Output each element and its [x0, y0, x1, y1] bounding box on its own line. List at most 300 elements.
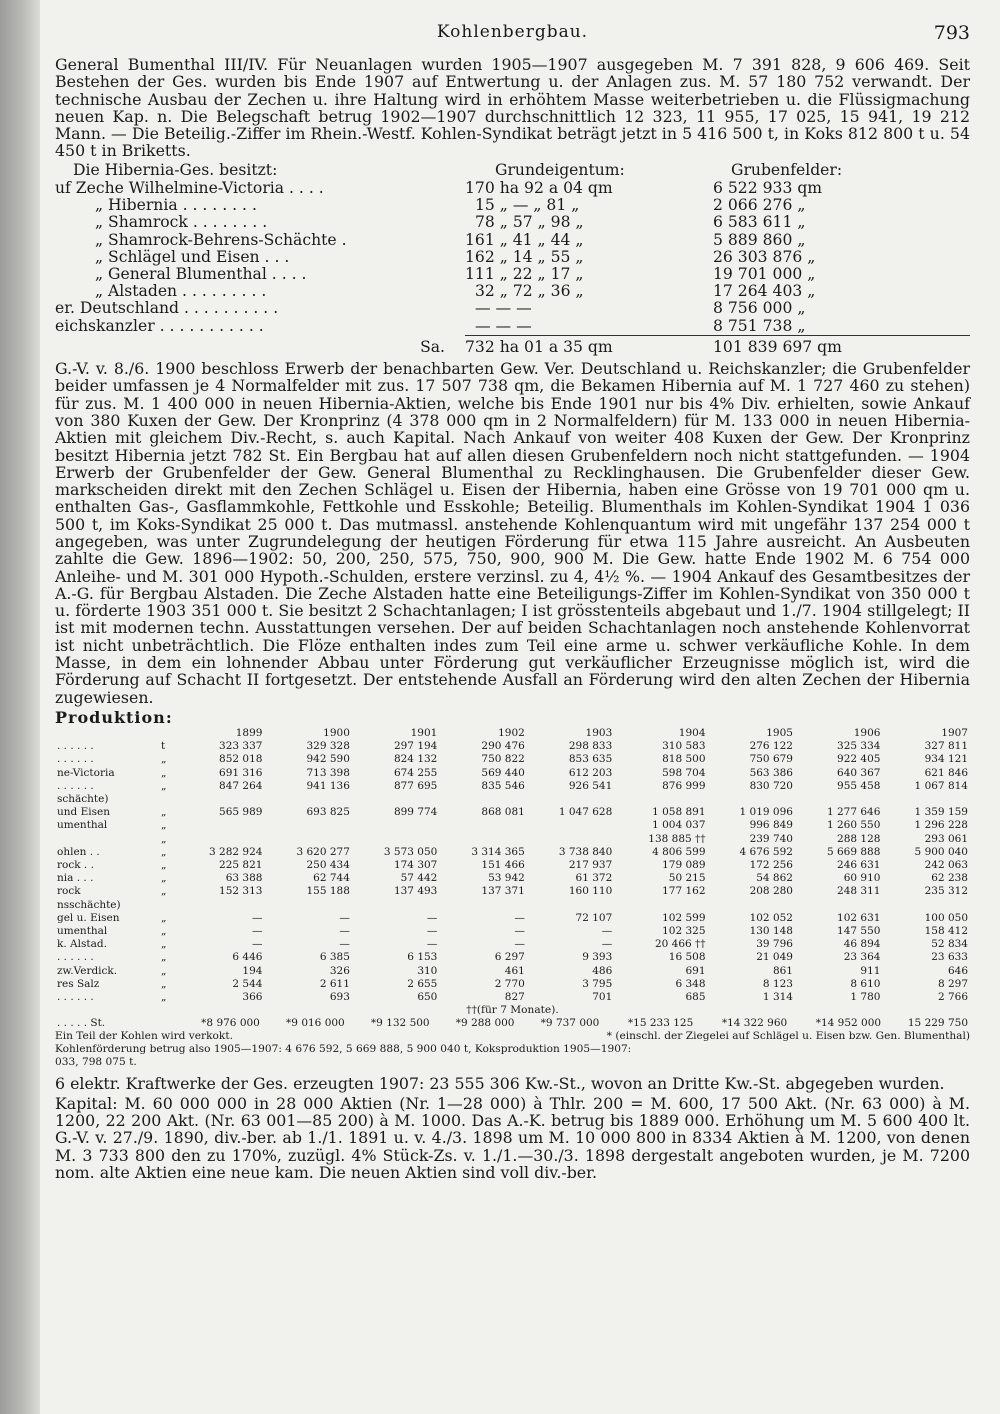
production-row [55, 965, 970, 978]
production-st-cell: *14 322 960 [721, 1017, 788, 1030]
production-row-unit: „ [161, 885, 167, 898]
production-cell: 4 806 599 [652, 845, 706, 858]
production-cell: 323 337 [219, 740, 263, 753]
production-cell: 701 [592, 991, 613, 1004]
production-row-label: . . . . . . [57, 951, 94, 964]
production-cell: — [601, 938, 613, 951]
production-row [55, 833, 970, 846]
production-row-unit: „ [161, 779, 167, 792]
holdings-field: 5 889 860 „ [713, 230, 806, 249]
production-cell: 674 255 [393, 766, 438, 779]
production-cell: 5 669 888 [826, 845, 881, 858]
production-row [55, 767, 970, 780]
holdings-row [55, 318, 970, 336]
production-cell: 569 440 [481, 766, 525, 779]
holdings-field: 8 756 000 „ [713, 299, 806, 318]
production-cell: 1 359 159 [914, 806, 968, 819]
production-row-unit: „ [161, 753, 167, 766]
production-cell: — [339, 925, 350, 937]
production-cell: 174 307 [393, 858, 438, 871]
production-row-label: k. Alstad. [57, 938, 107, 951]
production-cell: 250 434 [306, 858, 350, 871]
production-cell: 1 004 037 [652, 819, 706, 832]
production-cell: 102 325 [662, 925, 706, 937]
production-cell: — [251, 925, 263, 937]
holdings-sum-label: Sa. [420, 337, 445, 356]
production-cell: 102 052 [749, 911, 793, 924]
production-cell: 693 825 [306, 806, 350, 819]
production-cell: 179 089 [662, 858, 706, 871]
production-row [55, 951, 970, 964]
production-cell: 160 110 [568, 885, 613, 898]
production-row-label: res Salz [57, 977, 100, 990]
production-cell: 326 [329, 964, 350, 977]
production-row-unit: „ [161, 858, 167, 871]
production-cell: 177 162 [662, 885, 706, 898]
production-cell [177, 819, 264, 832]
production-cell: 3 314 365 [471, 845, 525, 858]
page-number: 793 [933, 22, 970, 44]
production-cell: 8 297 [937, 977, 968, 990]
production-row-label: . . . . . . [57, 779, 94, 792]
production-row-unit: „ [161, 938, 167, 951]
production-row [55, 846, 970, 859]
production-row [55, 938, 970, 951]
production-row-unit: „ [161, 872, 167, 885]
production-cell: — [251, 938, 263, 951]
production-notes [55, 1030, 970, 1043]
production-cell [264, 793, 351, 806]
production-row-unit [159, 793, 177, 806]
production-row [55, 740, 970, 753]
holdings-label: „ Alstaden . . . . . . . . . [95, 282, 267, 301]
production-year-header: 1906 [853, 726, 881, 739]
holdings-label: er. Deutschland . . . . . . . . . . [55, 299, 279, 318]
holdings-label: „ Shamrock . . . . . . . . [95, 213, 268, 232]
holdings-area: 32 „ 72 „ 36 „ [475, 282, 584, 301]
production-cell: 194 [242, 964, 263, 977]
holdings-sum-area: 732 ha 01 a 35 qm [465, 335, 705, 356]
production-row-label: zw.Verdick. [57, 964, 118, 977]
production-cell: 6 446 [232, 951, 263, 964]
production-cell [177, 833, 264, 846]
production-cell: 847 264 [219, 779, 263, 792]
holdings-sum-row [55, 335, 970, 356]
production-cell: 6 153 [407, 951, 438, 964]
production-cell: 565 989 [219, 806, 263, 819]
production-st-label: . . . . . St. [57, 1017, 106, 1030]
production-cell: 650 [417, 991, 438, 1004]
production-cell: — [601, 925, 613, 937]
production-cell: 8 610 [850, 977, 881, 990]
production-cell [527, 833, 614, 846]
production-cell: 293 061 [924, 832, 968, 845]
production-cell: 713 398 [306, 766, 350, 779]
production-row-unit: „ [161, 951, 167, 964]
production-cell: 239 740 [749, 832, 793, 845]
holdings-area: — — — [475, 316, 532, 335]
holdings-label: uf Zeche Wilhelmine-Victoria . . . . [55, 178, 324, 197]
production-cell: 366 [242, 991, 263, 1004]
production-cell: 861 [772, 964, 793, 977]
production-cell: 461 [504, 964, 525, 977]
production-cell: 640 367 [837, 766, 881, 779]
production-cell: 246 631 [837, 858, 881, 871]
production-cell [439, 899, 526, 912]
production-cell: 922 405 [837, 753, 881, 766]
production-cell: 911 [860, 964, 881, 977]
running-head: Kohlenbergbau. [436, 22, 589, 42]
production-cell [527, 819, 614, 832]
production-cell: 62 238 [931, 872, 968, 885]
production-cell: 61 372 [575, 872, 613, 885]
production-note-line2: Kohlenförderung betrug also 1905—1907: 4 676 592, 5 669 888, 5 900 040 t, Koksproduktion 1905—1907: [55, 1043, 632, 1056]
scanned-page-edge [0, 0, 40, 1414]
production-row-label: und Eisen [57, 806, 110, 819]
production-cell [264, 899, 351, 912]
production-cell: 72 107 [575, 911, 613, 924]
production-row-label: nia . . . [57, 872, 94, 885]
production-row [55, 912, 970, 925]
production-cell: 225 821 [219, 858, 263, 871]
paragraph-power-plants: 6 elektr. Kraftwerke der Ges. erzeugten 1907: 23 555 306 Kw.-St., wovon an Dritte Kw.-St. abgegeben wurden. [55, 1074, 945, 1094]
production-row [55, 819, 970, 832]
holdings-table [55, 162, 970, 356]
holdings-area: 78 „ 57 „ 98 „ [475, 213, 584, 232]
holdings-field: 2 066 276 „ [713, 196, 806, 215]
production-cell: 830 720 [749, 779, 793, 792]
production-year-header: 1900 [323, 726, 350, 739]
production-cell [352, 793, 439, 806]
production-cell: 693 [329, 991, 350, 1004]
production-cell [177, 899, 264, 912]
production-cell: 3 282 924 [209, 845, 263, 858]
production-cell: 138 885 †† [648, 832, 706, 845]
production-st-cell: *9 016 000 [286, 1017, 345, 1030]
production-year-header: 1903 [585, 726, 613, 739]
paragraph-investments: General Bumenthal III/IV. Für Neuanlagen wurden 1905—1907 ausgegeben M. 7 391 828, 9 606 469. Seit Bestehen der Ges. wurden bis Ende 1907 auf Entwertung u. der Anlagen zus. M. 57 180 752 verwandt. Der technische Ausbau der Zechen u. ihre Haltung wird in erhöhtem Masse weiterbetrieben u. die Flüssigmachung neuen Kap. n. Die Belegschaft betrug 1902—1907 durchschnittlich 12 323, 11 955, 17 025, 15 941, 19 212 Mann. — Die Beteilig.-Ziffer im Rhein.-Westf. Kohlen-Syndikat beträgt jetzt in 5 416 500 t, in Koks 812 800 t u. 54 450 t in Briketts. [55, 55, 970, 161]
production-years-row [55, 727, 970, 740]
production-row-label: . . . . . . [57, 740, 94, 753]
holdings-sum-field: 101 839 697 qm [705, 335, 970, 356]
production-cell: 876 999 [662, 779, 706, 792]
holdings-field: 6 583 611 „ [713, 213, 806, 232]
production-cell [795, 793, 882, 806]
production-cell: — [426, 925, 438, 937]
holdings-row [55, 283, 970, 300]
production-cell: 248 311 [837, 885, 881, 898]
holdings-label: „ Shamrock-Behrens-Schächte . [95, 230, 347, 249]
production-cell: 941 136 [306, 779, 350, 792]
holdings-row [55, 232, 970, 249]
production-cell: 691 316 [219, 766, 263, 779]
production-row-label [55, 833, 159, 846]
production-st-cell: *15 233 125 [627, 1017, 694, 1030]
production-cell: 130 148 [749, 925, 793, 937]
production-row [55, 925, 970, 938]
production-cell: 486 [592, 964, 613, 977]
production-row-label: . . . . . . [57, 991, 94, 1004]
production-note-line3: 033, 798 075 t. [55, 1056, 137, 1069]
production-cell: 2 770 [494, 977, 525, 990]
production-cell: 827 [504, 991, 525, 1004]
production-cell [795, 899, 882, 912]
production-cell: 1 780 [850, 991, 881, 1004]
production-cell: 2 655 [407, 977, 438, 990]
production-row-label: gel u. Eisen [57, 911, 120, 924]
production-cell: 235 312 [924, 885, 968, 898]
holdings-label: eichskanzler . . . . . . . . . . . [55, 316, 264, 335]
holdings-area: 170 ha 92 a 04 qm [465, 178, 613, 197]
production-cell: — [514, 911, 525, 924]
production-cell: 151 466 [481, 858, 525, 871]
production-st-cell: 15 229 750 [907, 1017, 968, 1030]
production-cell: 152 313 [219, 885, 263, 898]
production-cell: 172 256 [749, 858, 793, 871]
production-row-label: . . . . . . [57, 753, 94, 766]
production-cell: 621 846 [924, 766, 968, 779]
production-cell: 53 942 [488, 872, 525, 885]
production-cell [614, 793, 707, 806]
production-table [55, 727, 970, 1004]
production-cell: 2 766 [937, 991, 968, 1004]
production-st-cell: *8 976 000 [201, 1017, 260, 1030]
production-cell [352, 819, 439, 832]
production-row-unit: „ [161, 845, 167, 858]
production-row-unit: „ [161, 925, 167, 937]
production-cell: 955 458 [837, 779, 881, 792]
production-cell: 835 546 [481, 779, 525, 792]
production-cell: 1 314 [762, 991, 793, 1004]
production-row-unit: „ [161, 819, 167, 832]
production-cell: 8 123 [762, 977, 793, 990]
production-row-unit: „ [161, 964, 167, 977]
production-row-unit: „ [161, 806, 167, 819]
production-cell: 52 834 [931, 938, 968, 951]
production-row [55, 806, 970, 819]
production-cell: 217 937 [568, 858, 613, 871]
production-cell: 60 910 [843, 872, 881, 885]
production-row-label: rock [57, 885, 81, 898]
production-st-table [55, 1017, 970, 1030]
production-cell: 158 412 [924, 925, 968, 937]
production-cell: 868 081 [481, 806, 525, 819]
production-cell: 926 541 [568, 779, 613, 792]
production-cell: 1 260 550 [826, 819, 881, 832]
holdings-area: 162 „ 14 „ 55 „ [465, 247, 584, 266]
production-cell: 310 [417, 964, 438, 977]
holdings-row [55, 197, 970, 214]
production-cell [439, 819, 526, 832]
production-cell: 147 550 [837, 925, 881, 937]
production-st-cell: *14 952 000 [815, 1017, 882, 1030]
production-cell [264, 833, 351, 846]
production-note-left: Ein Teil der Kohlen wird verkokt. [55, 1030, 233, 1043]
production-cell: 852 018 [219, 753, 263, 766]
production-cell: — [251, 911, 263, 924]
production-cell: 1 019 096 [739, 806, 793, 819]
holdings-field: 8 751 738 „ [713, 316, 806, 335]
production-cell: 750 822 [481, 753, 525, 766]
holdings-label: „ General Blumenthal . . . . [95, 265, 307, 283]
production-cell: 39 796 [756, 938, 793, 951]
production-cell: — [426, 938, 438, 951]
production-cell: 6 385 [319, 951, 350, 964]
production-row-unit: „ [161, 766, 167, 779]
production-cell: 16 508 [668, 951, 706, 964]
production-cell [708, 899, 795, 912]
production-cell: 137 493 [393, 885, 438, 898]
production-cell: 102 599 [662, 911, 706, 924]
production-row-label: rock . . [57, 858, 94, 871]
holdings-intro: Die Hibernia-Ges. besitzt: [73, 160, 278, 179]
production-cell: 646 [947, 964, 968, 977]
production-cell: 1 277 646 [826, 806, 881, 819]
production-cell [439, 833, 526, 846]
production-cell [527, 793, 614, 806]
holdings-area: 161 „ 41 „ 44 „ [465, 230, 584, 249]
production-cell: 1 067 814 [914, 779, 968, 792]
holdings-label: „ Hibernia . . . . . . . . [95, 196, 257, 215]
production-cell: 242 063 [924, 858, 968, 871]
production-row-unit: t [161, 740, 166, 753]
production-cell: 612 203 [568, 766, 613, 779]
production-cell: 4 676 592 [739, 845, 793, 858]
production-cell [614, 899, 707, 912]
production-cell [439, 793, 526, 806]
holdings-label: „ Schlägel und Eisen . . . [95, 247, 290, 266]
production-cell: 750 679 [749, 753, 793, 766]
production-cell [882, 899, 970, 912]
production-row-unit: „ [161, 977, 167, 990]
production-year-header: 1907 [941, 726, 968, 739]
holdings-area: 111 „ 22 „ 17 „ [465, 265, 584, 283]
production-cell: 3 738 840 [558, 845, 613, 858]
production-cell: 100 050 [924, 911, 968, 924]
production-cell: 685 [685, 991, 706, 1004]
holdings-field: 19 701 000 „ [713, 265, 816, 283]
holdings-header-row [55, 162, 970, 180]
production-row-unit: „ [161, 911, 167, 924]
production-year-header: 1902 [498, 726, 525, 739]
production-cell: — [339, 938, 350, 951]
production-title: Produktion: [55, 707, 173, 727]
production-cell [527, 899, 614, 912]
production-cell [177, 793, 264, 806]
production-cell: 137 371 [481, 885, 525, 898]
production-row [55, 872, 970, 885]
production-cell: 6 297 [494, 951, 525, 964]
production-cell: — [514, 938, 525, 951]
page-header [55, 20, 970, 56]
production-cell: 21 049 [756, 951, 793, 964]
holdings-area: 15 „ — „ 81 „ [475, 196, 580, 215]
production-cell: 598 704 [662, 766, 706, 779]
production-cell: 288 128 [837, 832, 881, 845]
production-cell: 934 121 [924, 753, 968, 766]
production-year-header: 1905 [766, 726, 793, 739]
production-cell: 208 280 [749, 885, 793, 898]
production-cell: 1 296 228 [914, 819, 968, 832]
production-year-header: 1899 [235, 726, 263, 739]
production-cell: 1 058 891 [652, 806, 706, 819]
production-cell: 297 194 [393, 740, 438, 753]
production-cell: 298 833 [568, 740, 613, 753]
production-cell: 276 122 [749, 740, 793, 753]
production-row-label: umenthal [57, 819, 108, 832]
production-cell [264, 819, 351, 832]
production-cell: 2 544 [232, 977, 263, 990]
production-cell: 102 631 [837, 911, 881, 924]
production-row-unit [159, 899, 177, 912]
production-cell: 563 386 [749, 766, 793, 779]
production-cell: 62 744 [313, 872, 350, 885]
production-cell: 942 590 [306, 753, 350, 766]
production-cell [352, 833, 439, 846]
production-cell: 310 583 [662, 740, 706, 753]
production-cell: 3 573 050 [383, 845, 438, 858]
production-cell: 327 811 [924, 740, 968, 753]
production-cell: 853 635 [568, 753, 613, 766]
document-page [55, 20, 970, 1183]
production-cell: 818 500 [662, 753, 706, 766]
production-cell: 46 894 [843, 938, 881, 951]
production-cell: 1 047 628 [558, 806, 613, 819]
production-cell: 54 862 [756, 872, 793, 885]
production-year-header: 1901 [410, 726, 438, 739]
production-row [55, 899, 970, 912]
holdings-field: 17 264 403 „ [713, 282, 816, 301]
holdings-row [55, 249, 970, 266]
production-cell: 50 215 [668, 872, 706, 885]
production-year-header: 1904 [678, 726, 706, 739]
production-cell: 23 364 [843, 951, 881, 964]
production-cell: 877 695 [393, 779, 438, 792]
production-cell: 63 388 [225, 872, 263, 885]
production-row-label: ne-Victoria [57, 766, 115, 779]
production-cell: 899 774 [393, 806, 438, 819]
production-cell: 290 476 [481, 740, 525, 753]
holdings-row [55, 266, 970, 283]
holdings-field: 6 522 933 qm [713, 178, 823, 197]
production-row [55, 991, 970, 1004]
production-st-cell: *9 288 000 [455, 1017, 515, 1030]
production-row-label: nsschächte) [57, 898, 121, 911]
production-cell [352, 899, 439, 912]
holdings-row [55, 300, 970, 317]
production-row-label: ohlen . . [57, 845, 100, 858]
production-note-right: * (einschl. der Ziegelei auf Schlägel u. Eisen bzw. Gen. Blumenthal) [606, 1030, 970, 1043]
production-row-label: umenthal [57, 925, 108, 937]
production-st-cell: *9 737 000 [540, 1017, 600, 1030]
production-row [55, 793, 970, 806]
production-cell: 5 900 040 [914, 845, 968, 858]
production-cell: 57 442 [400, 872, 438, 885]
paragraph-acquisitions: G.-V. v. 8./6. 1900 beschloss Erwerb der benachbarten Gew. Ver. Deutschland u. Reichskanzler; die Grubenfelder beider umfassen je 4 Normalfelder mit zus. 17 507 738 qm, die Bekamen Hibernia auf M. 1 727 460 zu stehen) für zus. M. 1 400 000 in neuen Hibernia-Aktien, welche bis Ende 1901 nur bis 4% Div. erhielten, sowie Ankauf von 380 Kuxen der Gew. Der Kronprinz (4 378 000 qm in 2 Normalfeldern) für M. 133 000 in neuen Hibernia-Aktien mit gleichem Div.-Recht, s. auch Kapital. Nach Ankauf von weiter 408 Kuxen der Gew. Der Kronprinz besitzt Hibernia jetzt 782 St. Ein Bergbau hat auf allen diesen Grubenfeldern noch nicht stattgefunden. — 1904 Erwerb der Grubenfelder der Gew. General Blumenthal zu Recklinghausen. Die Grubenfelder dieser Gew. markscheiden direkt mit den Zechen Schlägel u. Eisen der Hibernia, haben eine Grösse von 19 701 000 qm u. enthalten Gas-, Gasflammkohle, Fettkohle und Esskohle; Beteilig. Blumenthals im Kohlen-Syndikat 1904 1 036 500 t, im Koks-Syndikat 25 000 t. Das mutmassl. anstehende Kohlenquantum wird mit ungefähr 137 254 000 t angegeben, was unter Zugrundelegung der heutigen Förderung für etwa 115 Jahre ausreicht. An Ausbeuten zahlte die Gew. 1896—1902: 50, 200, 250, 575, 750, 900, 900 M. Die Gew. hatte Ende 1902 M. 6 754 000 Anleihe- und M. 301 000 Hypoth.-Schulden, erstere verzinsl. zu 4, 4½ %. — 1904 Ankauf des Gesamtbesitzes der A.-G. für Bergbau Alstaden. Die Zeche Alstaden hatte eine Beteiligungs-Ziffer im Kohlen-Syndikat von 350 000 t u. förderte 1903 351 000 t. Sie besitzt 2 Schachtanlagen; I ist grösstenteils abgebaut und 1./7. 1904 stillgelegt; II ist mit modernen techn. Ausstattungen versehen. Der auf beiden Schachtanlagen noch anstehende Kohlenvorrat ist nicht unbeträchtlich. Die Flöze enthalten indes zum Teil eine arme u. schwer verkäufliche Kohle. In dem Masse, in dem ein lohnender Abbau unter Förderung gut verkäuflicher Erzeugnisse möglich ist, wird die Förderung auf Schacht II fortgesetzt. Der entstehende Ausfall an Förderung wird den alten Zechen der Hibernia zugewiesen. [55, 359, 970, 707]
production-row [55, 753, 970, 766]
production-row [55, 859, 970, 872]
production-cell: 6 348 [675, 977, 706, 990]
production-cell: 691 [685, 964, 706, 977]
production-cell: 824 132 [393, 753, 438, 766]
production-row [55, 978, 970, 991]
production-cell: 3 795 [582, 977, 613, 990]
production-cell: 329 328 [306, 740, 350, 753]
holdings-area: — — — [475, 299, 532, 318]
production-cell: 155 188 [306, 885, 350, 898]
production-cell [708, 793, 795, 806]
production-cell: 325 334 [837, 740, 881, 753]
